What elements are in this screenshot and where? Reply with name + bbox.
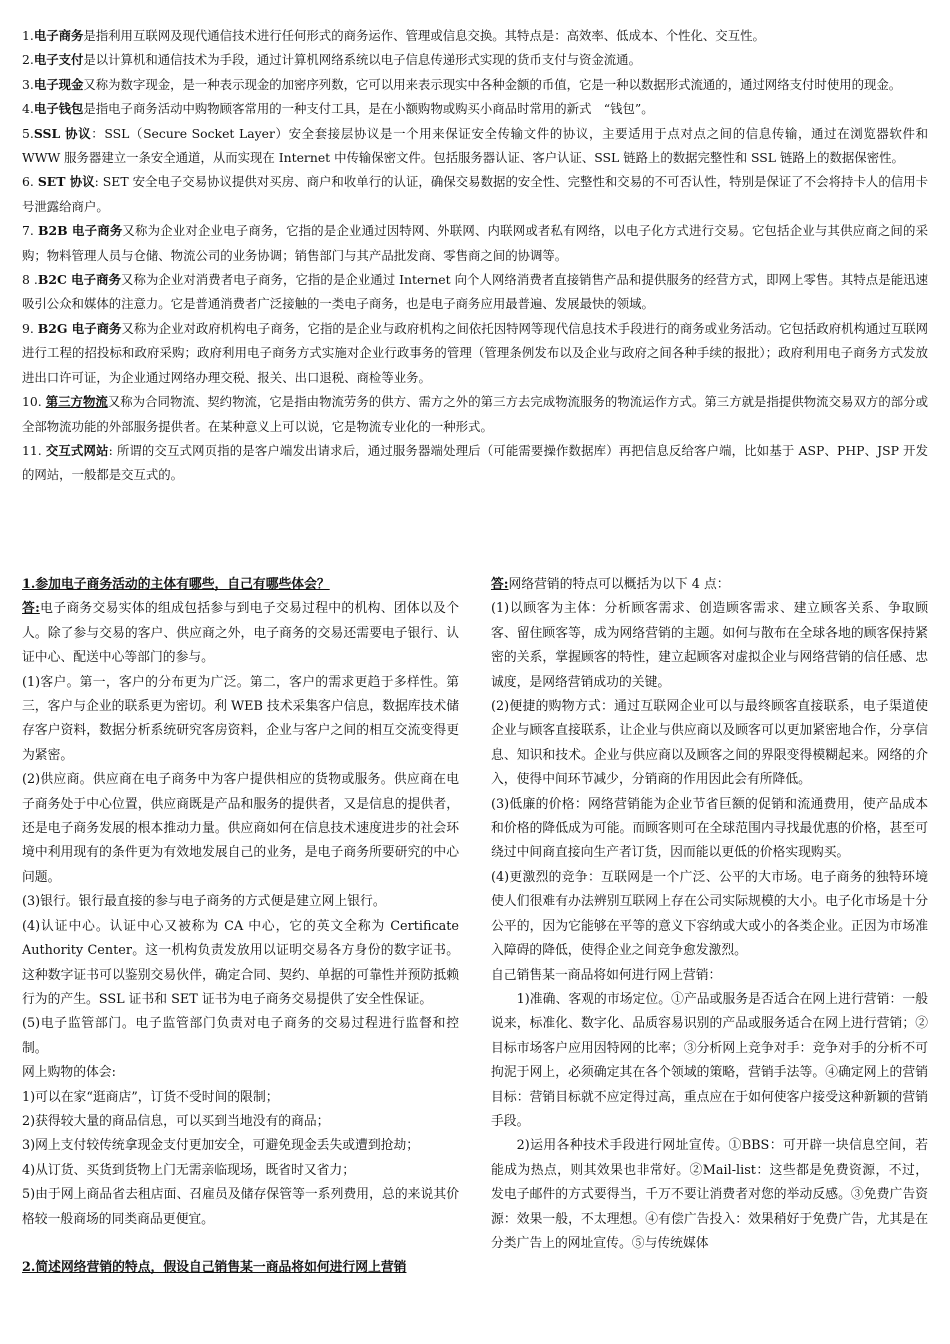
definition-text: 是以计算机和通信技术为手段，通过计算机网络系统以电子信息传递形式实现的货币支付与资金流通。 bbox=[83, 52, 641, 68]
answer-paragraph-indented: 1)准确、客观的市场定位。①产品或服务是否适合在网上进行营销：一般说来，标准化、数字化、品质容易识别的产品或服务适合在网上进行营销；②目标市场客户应用因特网的比率；③分析网上竞争对手：竞争对手的分析不可拘泥于网上，必须确定其在各个领域的策略，营销手法等。④确定网上的营销目标：营销目标就不应定得过高，重点应在于如何使客户接受这种新颖的营销手段。 bbox=[491, 991, 928, 1129]
definitions-section bbox=[22, 24, 928, 488]
definition-term: 电子钱包 bbox=[33, 101, 84, 117]
answer-2-intro bbox=[491, 573, 928, 597]
definition-term: B2B 电子商务 bbox=[37, 223, 123, 239]
definition-term: B2G 电子商务 bbox=[37, 320, 122, 336]
answer-paragraph: (3)银行。银行最直接的参与电子商务的方式便是建立网上银行。 bbox=[22, 894, 386, 910]
definition-text: 是指电子商务活动中购物顾客常用的一种支付工具，是在小额购物或购买小商品时常用的新式 “钱包”。 bbox=[83, 101, 654, 117]
definition-item bbox=[22, 170, 928, 219]
definition-number: 8 . bbox=[22, 272, 38, 288]
definition-text: 又称为企业对企业电子商务，它指的是企业通过因特网、外联网、内联网或者私有网络，以电子化方式进行交易。它包括企业与其供应商之间的采购；物料管理人员与仓储、物流公司的业务协调；销售部门与其产品批发商、零售商之间的协调等。 bbox=[22, 223, 929, 263]
definition-term: 交互式网站 bbox=[45, 442, 109, 458]
answer-paragraph: (2)便捷的购物方式：通过互联网企业可以与最终顾客直接联系，电子渠道使企业与顾客直接联系，让企业与供应商以及顾客可以更加紧密地合作，分享信息、知识和技术。企业与供应商以及顾客之间的界限变得模糊起来。网络的介入，使得中间环节减少，分销商的作用因此会有所降低。 bbox=[491, 699, 928, 788]
definition-item bbox=[22, 268, 928, 317]
definition-term: 电子商务 bbox=[33, 28, 84, 43]
answer-paragraph: 1)可以在家“逛商店”，订货不受时间的限制； bbox=[22, 1089, 279, 1105]
definition-item bbox=[22, 24, 928, 48]
definition-number: 11. bbox=[22, 442, 46, 458]
answer-label: 答: bbox=[22, 601, 40, 617]
definition-term: SET 协议 bbox=[37, 174, 95, 190]
definition-number: 7. bbox=[22, 223, 38, 239]
definition-number: 6. bbox=[22, 174, 38, 190]
definition-number: 10. bbox=[22, 394, 46, 410]
definition-number: 2. bbox=[22, 52, 34, 68]
question-1-answer-intro bbox=[22, 597, 459, 670]
answer-paragraph: 3)网上支付较传统拿现金支付更加安全，可避免现金丢失或遭到抢劫； bbox=[22, 1138, 420, 1154]
definition-item bbox=[22, 439, 928, 488]
definition-text: : SET 安全电子交易协议提供对买房、商户和收单行的认证，确保交易数据的安全性、完整性和交易的不可否认性，特别是保证了不会将持卡人的信用卡号泄露给商户。 bbox=[22, 174, 928, 214]
definition-term: 电子现金 bbox=[33, 76, 84, 92]
answer-paragraph: 网上购物的体会: bbox=[22, 1065, 116, 1081]
spacer bbox=[22, 1232, 459, 1256]
definition-term: B2C 电子商务 bbox=[37, 272, 122, 288]
definition-number: 3. bbox=[22, 76, 34, 92]
answer-paragraph: (1)客户。第一，客户的分布更为广泛。第二，客户的需求更趋于多样性。第三，客户与企业的联系更为密切。利 WEB 技术采集客户信息，数据库技术储存客户资料，数据分析系统研究客房资料，企业与客户之间的相互交流变得更为紧密。 bbox=[22, 674, 459, 763]
definition-text: 又称为企业对政府机构电子商务，它指的是企业与政府机构之间依托因特网等现代信息技术手段进行的商务或业务活动。它包括政府机构通过互联网进行工程的招投标和政府采购；政府利用电子商务方式实施对企业行政事务的管理（管理条例发布以及企业与政府之间各种手续的报批）；政府利用电子商务方式发放进出口许可证，为企业通过网络办理交税、报关、出口退税、商检等业务。 bbox=[22, 320, 928, 385]
definition-item bbox=[22, 219, 928, 268]
answer-paragraph: 5)由于网上商品省去租店面、召雇员及储存保管等一系列费用，总的来说其价格较一般商场的同类商品更便宜。 bbox=[22, 1187, 459, 1227]
answer-label: 答: bbox=[491, 577, 509, 592]
definition-number: 4. bbox=[22, 101, 34, 117]
definition-number: 9. bbox=[22, 320, 38, 336]
answer-paragraph: (4)认证中心。认证中心又被称为 CA 中心，它的英文全称为 Certificate Authority Center。这一机构负责发放用以证明交易各方身份的数字证书。这种数字证书可以鉴别交易伙伴，确定合同、契约、单据的可靠性并预防抵赖行为的产生。SSL 证书和 SET 证书为电子商务交易提供了安全性保证。 bbox=[22, 918, 459, 1007]
definition-item bbox=[22, 390, 928, 439]
definition-term: 电子支付 bbox=[33, 52, 84, 68]
definition-text: 是指利用互联网及现代通信技术进行任何形式的商务运作、管理或信息交换。其特点是：高效率、低成本、个性化、交互性。 bbox=[83, 28, 765, 43]
right-column bbox=[491, 573, 928, 1256]
answer-intro-text: 电子商务交易实体的组成包括参与到电子交易过程中的机构、团体以及个人。除了参与交易的客户、供应商之外，电子商务的交易还需要电子银行、认证中心、配送中心等部门的参与。 bbox=[22, 601, 459, 666]
definition-term: SSL 协议 bbox=[33, 125, 92, 141]
answer-intro-text: 网络营销的特点可以概括为以下 4 点： bbox=[508, 577, 730, 592]
definition-number: 1. bbox=[22, 28, 34, 43]
answer-paragraph: (4)更激烈的竞争：互联网是一个广泛、公平的大市场。电子商务的独特环境使人们很难有办法辨别互联网上存在公司实际规模的大小。电子化市场是十分公平的，因为它能够在平等的意义下容纳或大或小的各类企业。正因为市场准入障碍的降低，使得企业之间竞争愈发激烈。 bbox=[491, 869, 928, 959]
answer-paragraph: (1)以顾客为主体：分析顾客需求、创造顾客需求、建立顾客关系、争取顾客、留住顾客等，成为网络营销的主题。如何与散布在全球各地的顾客保持紧密的关系，掌握顾客的特性，建立起顾客对虚拟企业与网络营销的信任感、忠诚度，是网络营销成功的关键。 bbox=[491, 601, 928, 690]
answer-paragraph: (3)低廉的价格：网络营销能为企业节省巨额的促销和流通费用，使产品成本和价格的降低成为可能。而顾客则可在全球范围内寻找最优惠的价格，甚至可绕过中间商直接向生产者订货，因而能以更低的价格实现购买。 bbox=[491, 796, 928, 861]
definition-item bbox=[22, 122, 928, 171]
answer-paragraph: 2)获得较大量的商品信息，可以买到当地没有的商品； bbox=[22, 1113, 330, 1129]
left-column bbox=[22, 573, 459, 1281]
definition-text: 又称为合同物流、契约物流，它是指由物流劳务的供方、需方之外的第三方去完成物流服务的物流运作方式。第三方就是指提供物流交易双方的部分或全部物流功能的外部服务提供者。在某种意义上可以说，它是物流专业化的一种形式。 bbox=[22, 394, 928, 434]
definition-text: 又称为企业对消费者电子商务，它指的是企业通过 Internet 向个人网络消费者直接销售产品和提供服务的经营方式，即网上零售。其特点是能迅速吸引公众和媒体的注意力。它是普通消费者广泛接触的一类电子商务，也是电子商务应用最普遍、发展最快的领域。 bbox=[22, 272, 929, 312]
definition-item bbox=[22, 48, 928, 72]
definition-text: ：SSL（Secure Socket Layer）安全套接层协议是一个用来保证安全传输文件的协议，主要适用于点对点之间的信息传输，通过在浏览器软件和 WWW 服务器建立一条安全通道，从而实现在 Internet 中传输保密文件。包括服务器认证、客户认证、SSL 链路上的数据完整性和 SSL 链路上的数据保密性。 bbox=[22, 125, 928, 166]
question-1-title: 1.参加电子商务活动的主体有哪些，自己有哪些体会？ bbox=[22, 577, 330, 592]
definition-item bbox=[22, 97, 928, 121]
answer-paragraph: 4)从订货、买货到货物上门无需亲临现场，既省时又省力； bbox=[22, 1162, 356, 1178]
question-2-title: 2.简述网络营销的特点，假设自己销售某一商品将如何进行网上营销 bbox=[22, 1260, 407, 1276]
definition-text: 又称为数字现金，是一种表示现金的加密序列数，它可以用来表示现实中各种金额的币值，它是一种以数据形式流通的，通过网络支付时使用的现金。 bbox=[83, 76, 902, 92]
definition-term: 第三方物流 bbox=[45, 394, 108, 410]
definition-item bbox=[22, 317, 928, 390]
definition-item bbox=[22, 73, 928, 97]
answer-paragraph: (2)供应商。供应商在电子商务中为客户提供相应的货物或服务。供应商在电子商务处于中心位置，供应商既是产品和服务的提供者，又是信息的提供者，还是电子商务发展的根本推动力量。供应商如何在信息技术速度进步的社会环境中利用现有的条件更为有效地发展自己的业务，是电子商务所要研究的中心问题。 bbox=[22, 772, 459, 885]
definition-text: : 所谓的交互式网页指的是客户端发出请求后，通过服务器端处理后（可能需要操作数据库）再把信息反给客户端，比如基于 ASP、PHP、JSP 开发的网站，一般都是交互式的。 bbox=[22, 442, 928, 483]
answer-paragraph-indented: 2)运用各种技术手段进行网址宣传。①BBS：可开辟一块信息空间，若能成为热点，则其效果也非常好。②Mail-list：这些都是免费资源，不过，发电子邮件的方式要得当，千万不要让消费者对您的举动反感。③免费广告资源：效果一般，不太理想。④有偿广告投入：效果稍好于免费广告，尤其是在分类广告上的网址宣传。⑤与传统媒体 bbox=[491, 1138, 928, 1251]
answer-paragraph: 自己销售某一商品将如何进行网上营销： bbox=[491, 967, 722, 983]
definition-number: 5. bbox=[22, 125, 34, 141]
answer-paragraph: (5)电子监管部门。电子监管部门负责对电子商务的交易过程进行监督和控制。 bbox=[22, 1016, 459, 1056]
